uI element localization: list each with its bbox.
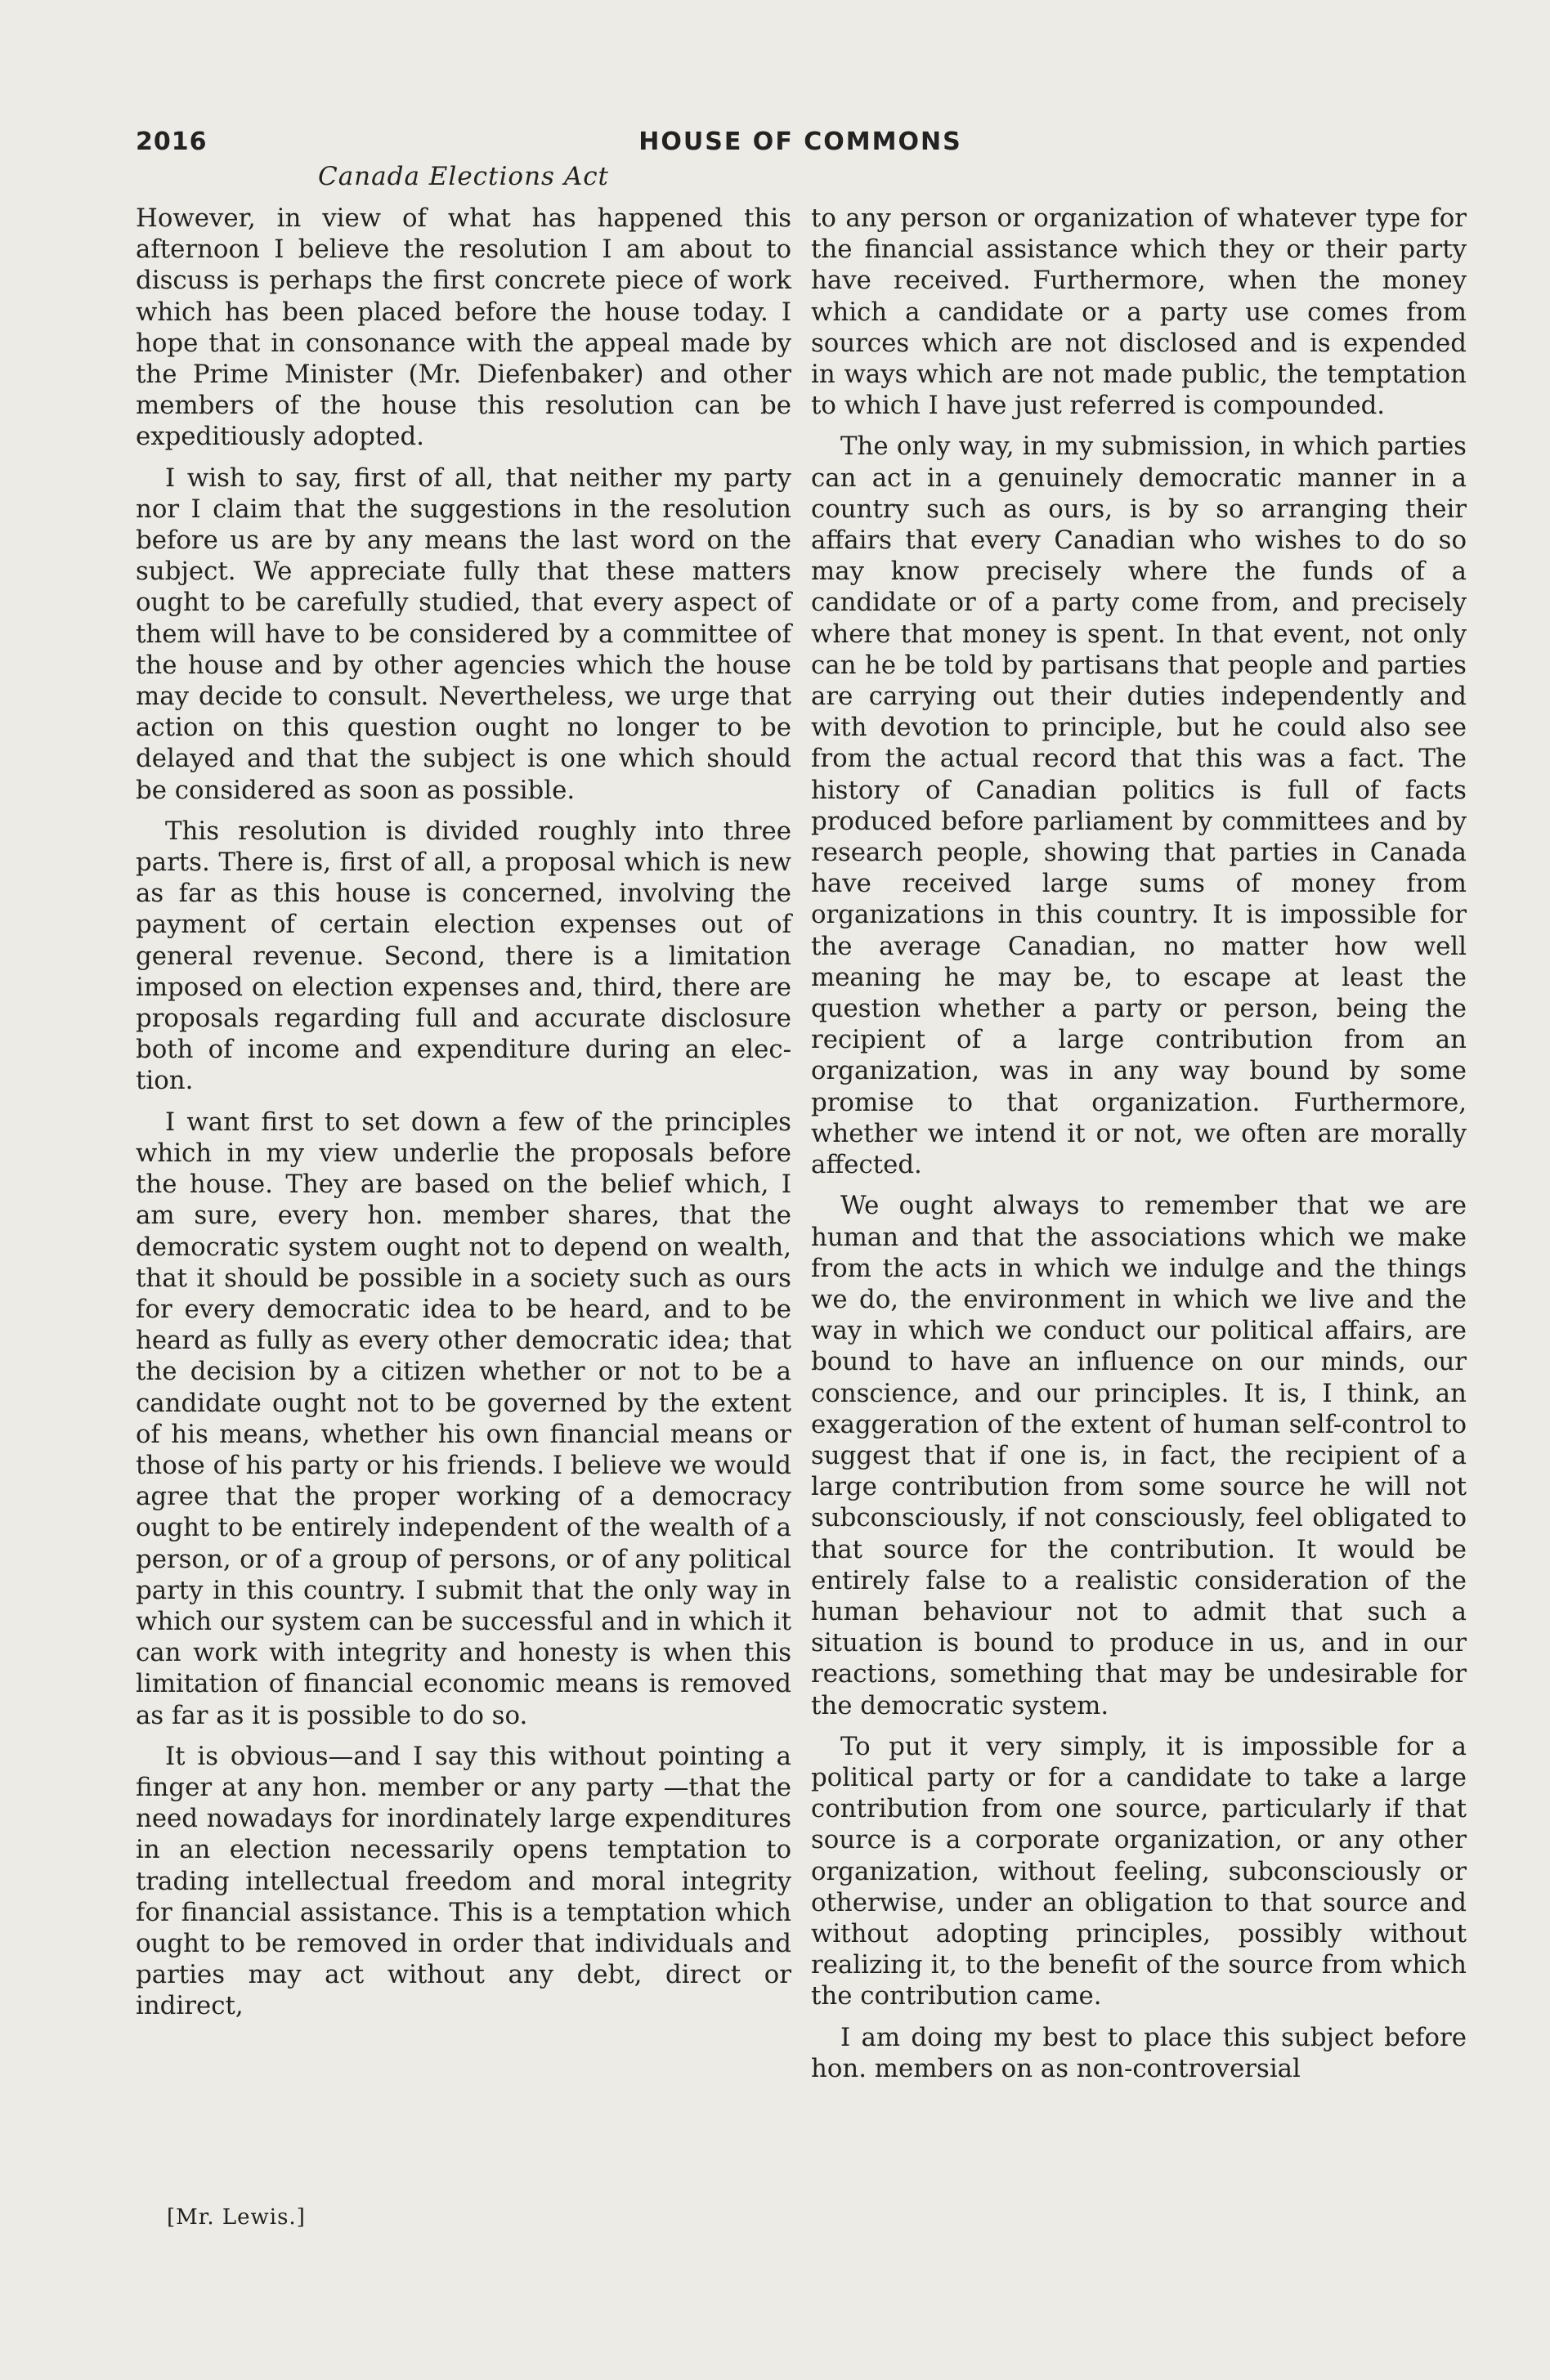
paragraph: I wish to say, first of all, that neither my party nor I claim that the suggestions in the resolution before us are by any means the last word on the subject. We appreciate fully that these matters ought to be carefully studied, that every aspect of them will have to be considered by a committee of the house and by other agencies which the house may decide to consult. Nevertheless, we urge that action on this question ought no longer to be delayed and that the subject is one which should be considered as soon as possible. <box>136 463 791 805</box>
paragraph: to any person or organization of whatever type for the financial assistance which they or their party have received. Furthermore, when the money which a candidate or a party use comes from sources which are not disclosed and is expended in ways which are not made public, the temptation to which I have just referred is compounded. <box>811 204 1467 421</box>
paragraph: To put it very simply, it is impossible for a political party or for a candidate to take a large contribution from one source, particularly if that source is a corporate organization, or any other organization, without feeling, subconsciously or otherwise, under an obligation to that source and without adopting principles, possibly without realizing it, to the benefit of the source from which the contribution came. <box>811 1731 1467 2011</box>
right-column <box>811 203 1467 2094</box>
page-number: 2016 <box>136 128 208 156</box>
paragraph: The only way, in my submission, in which parties can act in a genuinely democratic manner in a country such as ours, is by so arranging their affairs that every Canadian who wishes to do so may know precisely where the funds of a candidate or of a party come from, and precisely where that money is spent. In that event, not only can he be told by partisans that people and parties are carrying out their duties independently and with devotion to principle, but he could also see from the actual record that this was a fact. The history of Canadian politics is full of facts produced before parliament by committees and by research people, showing that parties in Canada have received large sums of money from organizations in this country. It is impossible for the average Canadian, no matter how well meaning he may be, to escape at least the question whether a party or person, being the recipient of a large contribution from an organization, was in any way bound by some promise to that organization. Furthermore, whether we intend it or not, we often are morally affected. <box>811 432 1467 1180</box>
paragraph: However, in view of what has happened this afternoon I believe the resolution I am about to discuss is perhaps the first concrete piece of work which has been placed before the house today. I hope that in consonance with the appeal made by the Prime Minister (Mr. Diefenbaker) and other members of the house this resolution can be expeditiously adopted. <box>136 204 791 452</box>
paragraph: I want first to set down a few of the principles which in my view underlie the proposals before the house. They are based on the belief which, I am sure, every hon. member shares, that the democratic system ought not to depend on wealth, that it should be possible in a society such as ours for every democratic idea to be heard, and to be heard as fully as every other democratic idea; that the decision by a citizen whether or not to be a candidate ought not to be governed by the extent of his means, whether his own financial means or those of his party or his friends. I believe we would agree that the proper working of a democracy ought to be entirely independent of the wealth of a person, or of a group of persons, or of any political party in this country. I submit that the only way in which our system can be successful and in which it can work with integrity and honesty is when this limitation of financial economic means is removed as far as it is possible to do so. <box>136 1107 791 1730</box>
paragraph: It is obvious—and I say this without pointing a finger at any hon. member or any party —that the need nowadays for inordinately large expenditures in an election necessarily opens temptation to trading intellectual freedom and moral integrity for financial assistance. This is a temptation which ought to be removed in order that individuals and parties may act without any debt, direct or indirect, <box>136 1741 791 2021</box>
paragraph: We ought always to remember that we are human and that the associations which we make from the acts in which we indulge and the things we do, the environment in which we live and the way in which we conduct our political affairs, are bound to have an influence on our minds, our conscience, and our principles. It is, I think, an exaggeration of the extent of human self-control to suggest that if one is, in fact, the recipient of a large contribution from some source he will not subconsciously, if not consciously, feel obligated to that source for the contribution. It would be entirely false to a realistic consideration of the human behaviour not to admit that such a situation is bound to produce in us, and in our reactions, something that may be undesirable for the democratic system. <box>811 1191 1467 1720</box>
left-column <box>136 203 791 2032</box>
speaker-footer: [Mr. Lewis.] <box>167 2205 306 2230</box>
paragraph: This resolution is divided roughly into three parts. There is, first of all, a proposal which is new as far as this house is concerned, involving the payment of certain election expenses out of general revenue. Second, there is a limitation imposed on election expenses and, third, there are proposals regarding full and accurate disclosure both of income and expenditure during an election. <box>136 816 791 1096</box>
section-subhead: Canada Elections Act <box>317 162 610 191</box>
paragraph: I am doing my best to place this subject before hon. members on as non-controversial <box>811 2022 1467 2083</box>
running-head: HOUSE OF COMMONS <box>638 128 962 156</box>
